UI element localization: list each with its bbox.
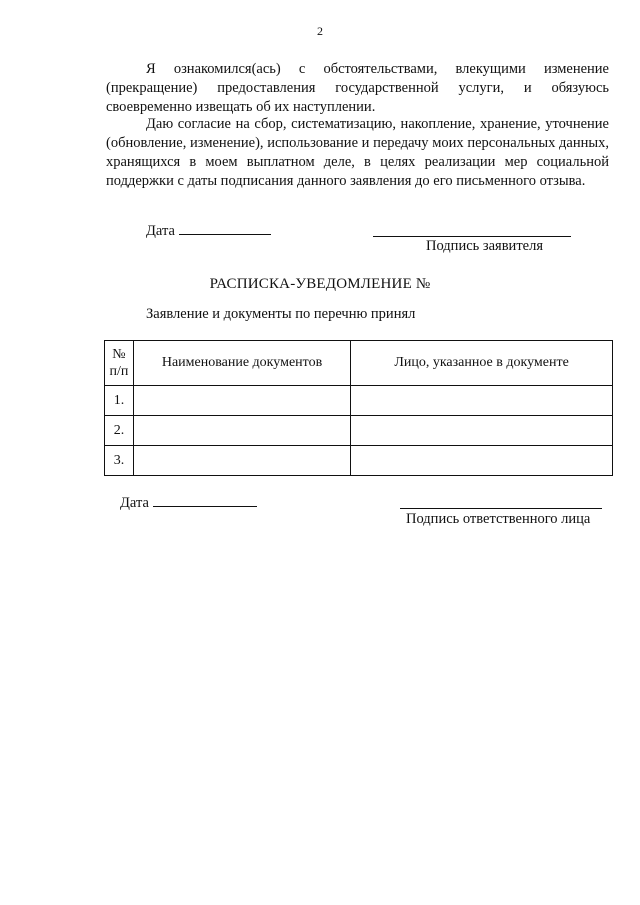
row-number: 2. (105, 416, 134, 446)
receipt-date-blank[interactable] (153, 492, 257, 507)
header-person: Лицо, указанное в документе (351, 341, 613, 386)
person-cell[interactable] (351, 416, 613, 446)
paragraph-acknowledgement (106, 60, 609, 117)
paragraph-consent (106, 115, 609, 191)
paragraph-consent-text: Даю согласие на сбор, систематизацию, накопление, хранение, уточнение (обновление, изменение), использование и передачу моих персональных данных, хранящихся в моем выплатном деле, в целях реализации мер социальной поддержки с даты подписания данного заявления до его письменного отзыва. (106, 116, 609, 189)
applicant-date-label: Дата (146, 223, 175, 239)
table-row (105, 446, 613, 476)
applicant-date (146, 220, 271, 240)
document-name-cell[interactable] (133, 386, 350, 416)
documents-table (104, 340, 613, 476)
header-number: № п/п (105, 341, 134, 386)
responsible-signature-line[interactable] (400, 507, 602, 509)
header-document-name: Наименование документов (133, 341, 350, 386)
row-number: 3. (105, 446, 134, 476)
responsible-signature-caption: Подпись ответственного лица (406, 511, 591, 527)
applicant-signature-line[interactable] (373, 235, 571, 237)
table-row (105, 386, 613, 416)
person-cell[interactable] (351, 446, 613, 476)
receipt-date-label: Дата (120, 495, 149, 511)
document-name-cell[interactable] (133, 416, 350, 446)
table-row (105, 416, 613, 446)
person-cell[interactable] (351, 386, 613, 416)
page-number: 2 (317, 24, 323, 38)
applicant-signature-caption: Подпись заявителя (426, 238, 543, 254)
table-header-row (105, 341, 613, 386)
row-number: 1. (105, 386, 134, 416)
applicant-date-blank[interactable] (179, 220, 271, 235)
receipt-date (120, 492, 257, 512)
paragraph-acknowledgement-text: Я ознакомился(ась) с обстоятельствами, влекущими изменение (прекращение) предоставления государственной услуги, и обязуюсь своевременно извещать об их наступлении. (106, 61, 609, 115)
receipt-accepted-text: Заявление и документы по перечню принял (146, 306, 416, 322)
receipt-title: РАСПИСКА-УВЕДОМЛЕНИЕ № (209, 276, 431, 292)
document-name-cell[interactable] (133, 446, 350, 476)
